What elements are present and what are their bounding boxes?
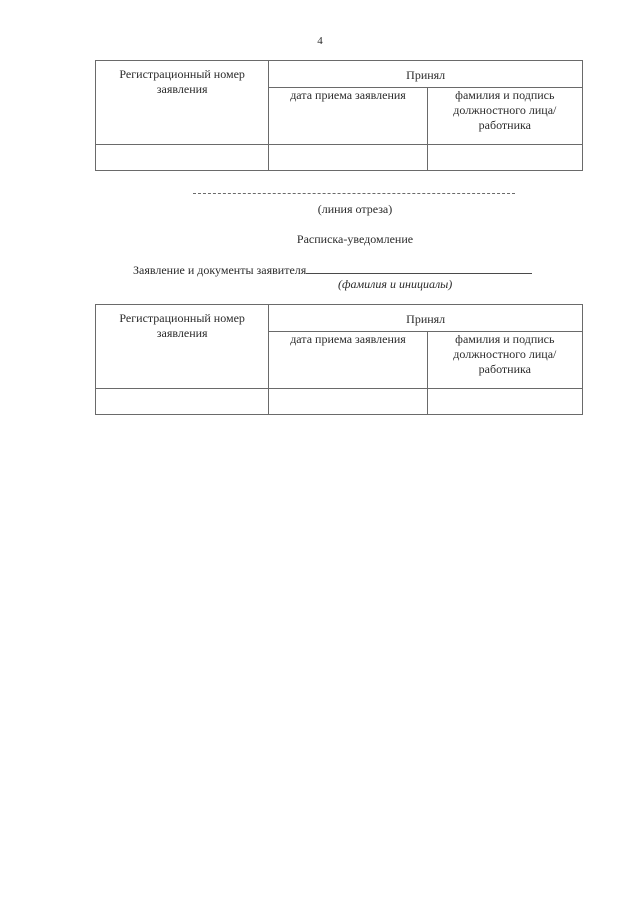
date-cell[interactable] xyxy=(269,145,427,171)
reg-number-cell[interactable] xyxy=(96,145,269,171)
applicant-hint: (фамилия и инициалы) xyxy=(338,277,453,291)
accepted-header: Принял xyxy=(269,305,583,332)
applicant-line xyxy=(133,262,532,278)
receipt-registration-table xyxy=(95,304,583,415)
date-cell[interactable] xyxy=(269,389,427,415)
page-number: 4 xyxy=(317,35,323,47)
signature-header: фамилия и подпись должностного лица/работника xyxy=(427,88,582,145)
date-header: дата приема заявления xyxy=(269,332,427,389)
accepted-header: Принял xyxy=(269,61,583,88)
reg-number-header: Регистрационный номер заявления xyxy=(96,305,269,389)
date-header: дата приема заявления xyxy=(269,88,427,145)
signature-cell[interactable] xyxy=(427,389,582,415)
reg-number-header: Регистрационный номер заявления xyxy=(96,61,269,145)
cut-line xyxy=(193,193,515,194)
receipt-title: Расписка-уведомление xyxy=(296,232,414,246)
applicant-label: Заявление и документы заявителя xyxy=(133,263,307,277)
signature-header: фамилия и подпись должностного лица/работника xyxy=(427,332,582,389)
signature-cell[interactable] xyxy=(427,145,582,171)
registration-table xyxy=(95,60,583,171)
cut-line-caption: (линия отреза) xyxy=(317,202,393,216)
applicant-name-blank[interactable] xyxy=(306,262,532,274)
reg-number-cell[interactable] xyxy=(96,389,269,415)
